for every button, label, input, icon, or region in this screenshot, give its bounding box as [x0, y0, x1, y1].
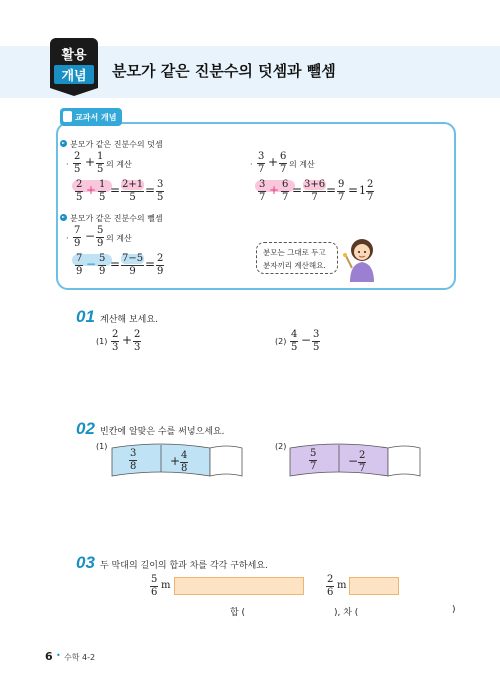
q2-p1-start: 3 8 [130, 448, 137, 472]
minus-sign: − [86, 257, 97, 271]
plus-sign: + [122, 333, 133, 347]
speech-bubble [256, 242, 338, 274]
arrow-bullet-icon [60, 214, 67, 221]
addition-heading: 분모가 같은 진분수의 덧셈 [70, 140, 163, 149]
minus-sign: − [348, 454, 359, 468]
page-number: 6 [45, 650, 53, 663]
calc-suffix: 의 계산 [106, 160, 132, 169]
answer-diff-label: ), 차 ( [334, 608, 359, 618]
question-text: 두 막대의 길이의 합과 차를 각각 구하세요. [100, 561, 268, 571]
concept-tab-label: 교과서 개념 [75, 113, 117, 122]
answer-diff-blank[interactable] [370, 602, 450, 616]
answer-blank[interactable] [214, 450, 240, 472]
answer-sum-blank[interactable] [250, 602, 330, 616]
ex3-fraction-b: 5 9 [97, 225, 104, 249]
question-number: 02 [76, 419, 95, 438]
ex3-work-diff: 7−5 9 [122, 253, 144, 277]
answer-blank[interactable] [392, 450, 418, 472]
ex1-fraction-b: 1 5 [97, 151, 104, 175]
badge-point [50, 88, 98, 96]
teacher-character-icon [340, 236, 382, 282]
answer-sum-label: 합 ( [230, 608, 246, 618]
mixed-whole: 1 [359, 184, 366, 197]
ex3-work-b: 5 9 [99, 253, 106, 277]
equals-sign: = [326, 183, 337, 197]
q3-bar2-length: 2 6 [327, 574, 334, 598]
header-badge [50, 38, 98, 88]
ex3-result: 2 9 [157, 253, 164, 277]
question-number: 03 [76, 553, 95, 572]
ex2-work-b: 6 7 [282, 179, 289, 203]
q1-p1-fraction-b: 2 3 [134, 329, 141, 353]
ex2-fraction-a: 3 7 [258, 151, 265, 175]
q2-p2-start: 5 7 [310, 448, 317, 472]
problem-label: (1) [96, 442, 108, 451]
ex1-work-a: 2 5 [76, 179, 83, 203]
badge-top-text: 활용 [61, 48, 87, 63]
subtraction-heading: 분모가 같은 진분수의 뺄셈 [70, 214, 163, 223]
ex1-result: 3 5 [157, 179, 164, 203]
footer-separator: • [56, 651, 61, 660]
badge-bottom-text: 개념 [54, 65, 94, 84]
question-number: 01 [76, 307, 95, 326]
q2-p1-operand: 4 8 [181, 450, 188, 474]
ex3-work-a: 7 9 [76, 253, 83, 277]
scroll-icon [63, 111, 72, 122]
problem-label: (1) [96, 337, 108, 346]
bar-2 [349, 577, 399, 595]
speech-line-1: 분모는 그대로 두고 [263, 248, 326, 257]
equals-sign: = [145, 257, 156, 271]
q1-p1-fraction-a: 2 3 [112, 329, 119, 353]
ex1-fraction-a: 2 5 [74, 151, 81, 175]
plus-sign: + [86, 183, 97, 197]
ex2-result: 9 7 [338, 179, 345, 203]
plus-sign: + [269, 183, 280, 197]
problem-label: (2) [275, 337, 287, 346]
equals-sign: = [145, 183, 156, 197]
unit-label: m [161, 580, 171, 591]
minus-sign: − [85, 229, 96, 243]
ex1-work-b: 1 5 [99, 179, 106, 203]
unit-label: m [337, 580, 347, 591]
ex2-work-sum: 3+6 7 [304, 179, 326, 203]
equals-sign: = [110, 257, 121, 271]
dot: · [66, 234, 69, 243]
plus-sign: + [268, 155, 279, 169]
ex2-work-a: 3 7 [259, 179, 266, 203]
q1-p2-fraction-a: 4 5 [291, 329, 298, 353]
answer-close: ) [452, 605, 456, 615]
question-text: 빈칸에 알맞은 수를 써넣으세요. [100, 427, 225, 437]
minus-sign: − [301, 333, 312, 347]
calc-suffix: 의 계산 [106, 234, 132, 243]
page-title: 분모가 같은 진분수의 덧셈과 뺄셈 [112, 62, 336, 80]
dot: · [250, 160, 253, 169]
ex2-mixed-frac: 2 7 [367, 179, 374, 203]
ex3-fraction-a: 7 9 [74, 225, 81, 249]
book-title: 수학 4-2 [64, 653, 96, 662]
equals-sign: = [110, 183, 121, 197]
question-text: 계산해 보세요. [100, 315, 158, 325]
equals-sign: = [348, 183, 359, 197]
plus-sign: + [170, 454, 181, 468]
bar-1 [174, 577, 304, 595]
q3-bar1-length: 5 6 [151, 574, 158, 598]
q2-p2-operand: 2 7 [359, 450, 366, 474]
equals-sign: = [292, 183, 303, 197]
ex1-work-sum: 2+1 5 [122, 179, 144, 203]
concept-tab [60, 108, 122, 126]
speech-line-2: 분자끼리 계산해요. [263, 261, 326, 270]
ex2-fraction-b: 6 7 [280, 151, 287, 175]
arrow-bullet-icon [60, 140, 67, 147]
dot: · [66, 160, 69, 169]
problem-label: (2) [275, 442, 287, 451]
calc-suffix: 의 계산 [289, 160, 315, 169]
q1-p2-fraction-b: 3 5 [313, 329, 320, 353]
plus-sign: + [85, 155, 96, 169]
